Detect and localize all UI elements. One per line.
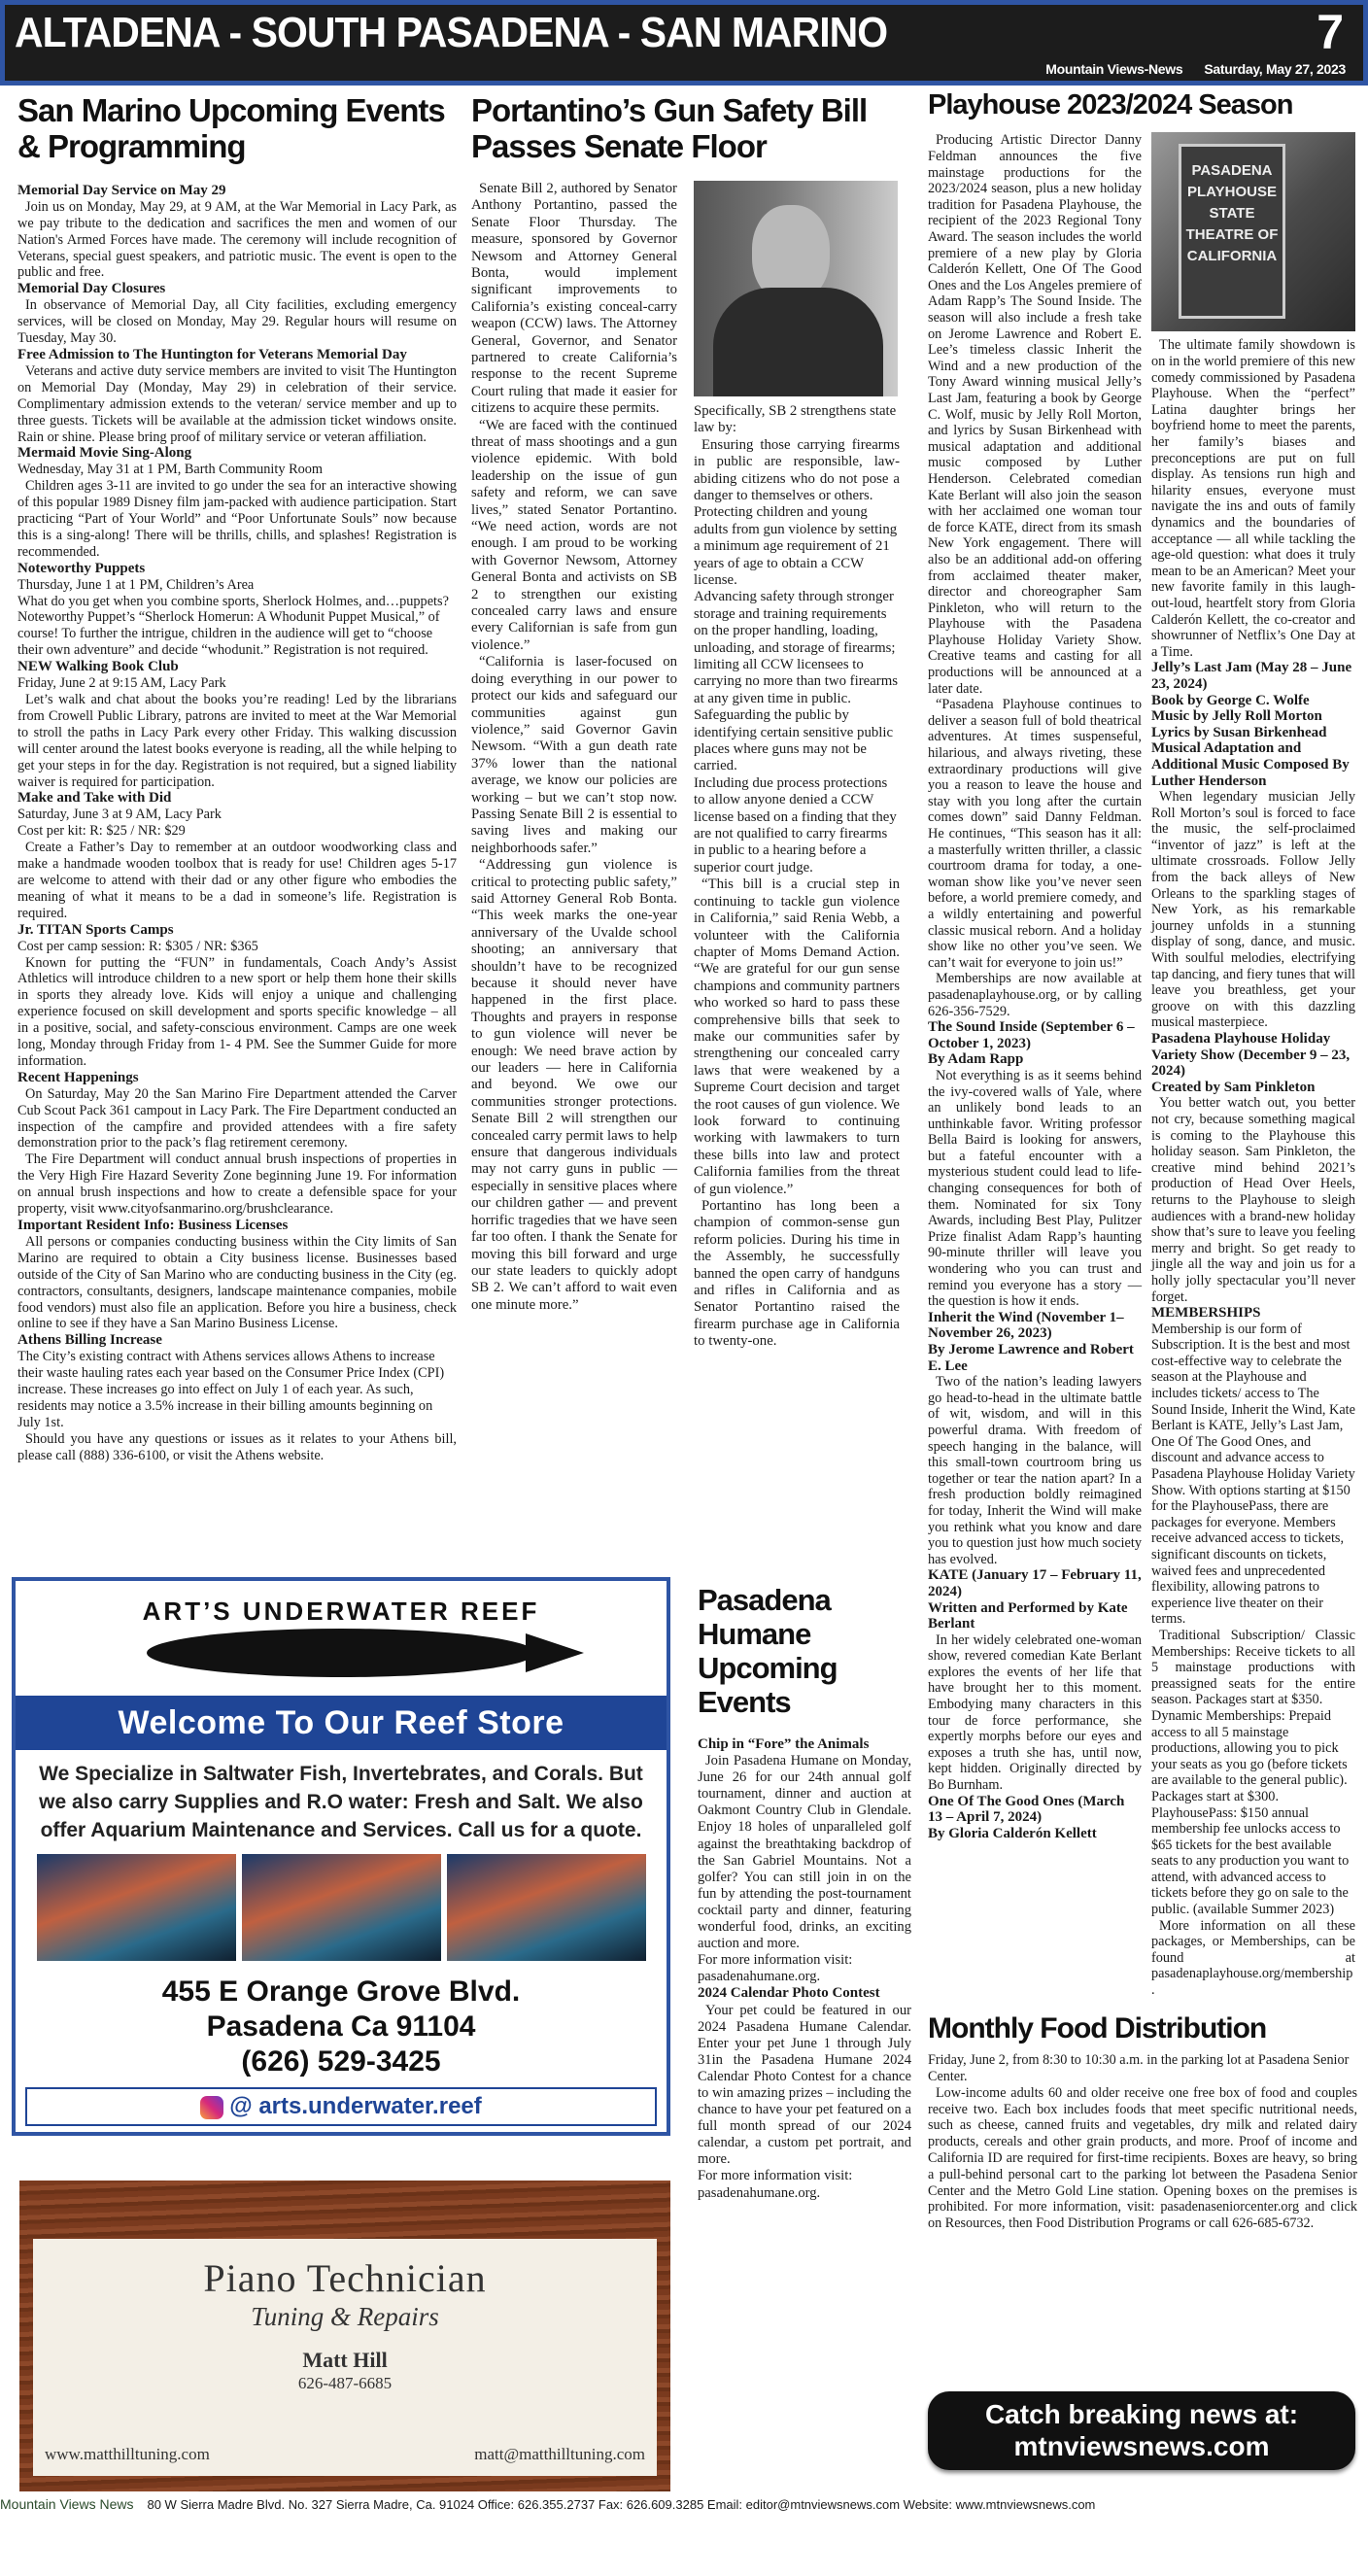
footer: [0, 2491, 1368, 2520]
portantino-photo: [694, 181, 898, 396]
paragraph: Children ages 3-11 are invited to go under the sea for an interactive showing of this popular 1989 Disney film jam-packed with audience participation. Start practicing “Part of Your World” and “Poor Unfortunate Souls” now because this is a sing-along! There will be thrills, chills, and splashes! Registration is recommended.: [17, 478, 457, 560]
paragraph: When legendary musician Jelly Roll Morton’s soul is forced to face the music, the self-proclaimed “inventor of jazz” is left at the ultimate crossroads. Follow Jelly from the back alleys of New Orleans to the sparkling stages of New York, as his remarkable journey unfolds in a stunning display of song, dance, and music. With soulful melodies, electrifying tap dancing, and fiery tunes that will leave you breathless, get your groove on with this dazzling musical masterpiece.: [1151, 789, 1355, 1031]
arts-underwater-reef-ad: [12, 1577, 670, 2136]
subheading: Music by Jelly Roll Morton: [1151, 708, 1322, 725]
paragraph: Cost per kit: R: $25 / NR: $29: [17, 823, 186, 840]
paragraph: For more information visit: pasadenahumane.org.: [698, 2168, 853, 2201]
subheading: The Sound Inside (September 6 – October 1, 2023): [928, 1019, 1135, 1051]
reef-description: We Specialize in Saltwater Fish, Invertebrates, and Corals. But we also carry Supplies and R.O water: Fresh and Salt. We also offer Aquarium Maintenance and Services. Call us for a quote.: [39, 1763, 643, 1841]
paragraph: Portantino has long been a champion of common-sense gun reform policies. During his time in the Assembly, he successfully banned the open carry of handguns and rifles in California and as Senator Portantino raised the firearm purchase age in California to twenty-one.: [694, 1198, 900, 1350]
gun-safety-right-column: [694, 181, 900, 1351]
subheading: Athens Billing Increase: [17, 1332, 162, 1349]
ads-column: [12, 1577, 670, 2491]
subheading: By Adam Rapp: [928, 1051, 1024, 1068]
paragraph: For more information visit: pasadenahumane.org.: [698, 1952, 853, 1985]
paragraph: Senate Bill 2, authored by Senator Anthony Portantino, passed the Senate Floor Thursday. The measure, sponsored by Governor Newsom and Attorney General Bonta, would implement significant improvements to California’s existing conceal-carry weapon (CCW) laws. The Attorney General, Governor, and Senator partnered to create California’s response to the recent Supreme Court ruling that made it easier for citizens to acquire these permits.: [471, 180, 677, 417]
subheading: Jelly’s Last Jam (May 28 – June 23, 2024): [1151, 660, 1352, 692]
paragraph: Protecting children and young adults from gun violence by setting a minimum age requirement of 21 years of age to obtain a CCW license.: [694, 504, 898, 588]
breaking-news-promo[interactable]: [928, 2391, 1355, 2470]
paragraph: All persons or companies conducting business within the City limits of San Marino are required to obtain a City business license. Businesses based outside of the City of San Marino who are conducting business in the City (eg. contractors, consultants, designers, landscape maintenance companies, mobile food vendors) must also file an application. Before you hire a business, check online to see if they have a San Marino Business License.: [17, 1233, 457, 1332]
reef-logo: [88, 1595, 594, 1682]
paragraph: Safeguarding the public by identifying certain sensitive public places where guns may not be carried.: [694, 707, 894, 774]
reef-banner: Welcome To Our Reef Store: [16, 1696, 667, 1750]
paragraph: Should you have any questions or issues as it relates to your Athens bill, please call (888) 336-6100, or visit the Athens website.: [17, 1430, 457, 1463]
paragraph: Join us on Monday, May 29, at 9 AM, at the War Memorial in Lacy Park, as we pay tribute to the dedication and sacrifices the men and women of our Nation's Armed Forces have made. The ceremony will include recognition of Veterans, special guest speakers, and patriotic music. The event is open to the public and free.: [17, 198, 457, 281]
paragraph: “This bill is a crucial step in continuing to tackle gun violence in California,” said Renia Webb, a volunteer with the California chapter of Moms Demand Action. “We are grateful for our gun sense champions and community partners who worked so hard to pass these comprehensive bills that seek to make our communities safer by strengthening our concealed carry laws that were weakened by a Supreme Court decision and target the root causes of gun violence. We look forward to continuing working with lawmakers to turn these bills into law and protect California families from the threat of gun violence.”: [694, 876, 900, 1197]
paragraph: Low-income adults 60 and older receive one free box of food and couples receive two. Each box includes foods that meet specific nutritional needs, such as cheese, canned fruits and vegetables, dry milk and related dairy products, cereals and other grain products, and more. Proof of income and California ID are required for first-time recipients. Boxes are heavy, so bring a pull-behind personal cart to the parking lot between the Pasadena Senior Center and the Metro Gold Line station. Opening boxes on the premises is prohibited. For more information, visit: pasadenaseniorcenter.org and click on Resources, then Food Distribution Programs or call 626-685-6732.: [928, 2084, 1357, 2232]
gun-safety-article-right: [694, 403, 900, 1351]
piano-name: Matt Hill: [302, 2348, 388, 2372]
san-marino-article: [17, 183, 457, 1464]
playhouse-sign-photo: [1151, 132, 1355, 331]
subheading: Written and Performed by Kate Berlant: [928, 1599, 1128, 1632]
reef-phone: (626) 529-3425: [241, 2045, 441, 2078]
reef-instagram: [25, 2087, 657, 2126]
paragraph: The Fire Department will conduct annual brush inspections of properties in the Very High Fire Hazard Severity Zone beginning June 19. For information on annual brush inspections and how to create a defensible space for your property, visit www.cityofsanmarino.org/brushclearance.: [17, 1151, 457, 1218]
paragraph: Join Pasadena Humane on Monday, June 26 for our 24th annual golf tournament, dinner and auction at Oakmont Country Club in Glendale. Enjoy 18 holes of unparalleled golf against the breathtaking backdrop of the San Gabriel Mountains. Not a golfer? You can still join in on the fun by attending the post-tournament cocktail party and dinner, featuring wonderful food, drinks, an exciting auction and more.: [698, 1753, 911, 1952]
paragraph: “Pasadena Playhouse continues to deliver a season full of bold theatrical adventures. At times suspenseful, hilarious, and always riveting, these extraordinary productions will give you a reason to leave the house and stay with you long after the curtain comes down” said Danny Feldman. He continues, “This season has it all: a masterfully written thriller, a classic courtroom drama for today, a one-woman show like you’ve never seen before, a world premiere comedy, and a wildly entertaining and powerful classic musical reborn. And a holiday show like no other you’ve seen. We can’t wait for everyone to join us!”: [928, 697, 1142, 971]
subheading: Lyrics by Susan Birkenhead: [1151, 724, 1327, 740]
subheading: Free Admission to The Huntington for Veterans Memorial Day: [17, 346, 407, 362]
paragraph: Create a Father’s Day to remember at an outdoor woodworking class and make a handmade wooden toolbox that is ready for use! Children ages 5-17 are welcome to attend with their dad or any other figure who embodies the meaning of what it means to be a dad in someone’s life. Registration is required.: [17, 840, 457, 921]
san-marino-section: [17, 86, 457, 1565]
piano-contact-row: [33, 2444, 657, 2464]
paragraph: Traditional Subscription/ Classic Memberships: Receive tickets to all 5 mainstage productions with preassigned seats for the entire season. Packages start at $350.: [1151, 1627, 1355, 1708]
piano-subtitle: Tuning & Repairs: [251, 2302, 439, 2331]
subheading: Jr. TITAN Sports Camps: [17, 921, 174, 938]
paragraph: Wednesday, May 31 at 1 PM, Barth Community Room: [17, 462, 324, 478]
humane-article: [698, 1736, 911, 2202]
subheading: Memorial Day Service on May 29: [17, 182, 226, 198]
paragraph: Known for putting the “FUN” in fundamentals, Coach Andy’s Assist Athletics will introduce children to a new sport or help them hone their skills in sports they already love. Kids will enjoy a unique and challenging experience focused on skill development and sports specific knowledge – all in a positive, social, and safety-conscious environment. Camps are one week long, Monday through Friday from 1- 4 PM. See the Summer Guide for more information.: [17, 954, 457, 1069]
subheading: KATE (January 17 – February 11, 2024): [928, 1567, 1142, 1599]
paragraph: Specifically, SB 2 strengthens state law by:: [694, 402, 897, 436]
paragraph: Let’s walk and chat about the books you’re reading! Led by the librarians from Crowell Public Library, patrons are invited to meet at the War Memorial to stroll the paths in Lacy Park every other Friday. This walking discussion will center around the latest books everyone is reading, all the while helping to get your steps in for the day. Registration is not required, but a signed liability waiver is required for participation.: [17, 692, 457, 790]
subheading: Chip in “Fore” the Animals: [698, 1736, 870, 1752]
reef-address-line1: 455 E Orange Grove Blvd.: [161, 1975, 521, 2008]
subheading: Memorial Day Closures: [17, 281, 166, 297]
right-section: [928, 86, 1365, 2491]
subheading: Important Resident Info: Business Licenses: [17, 1218, 289, 1233]
section-title: ALTADENA - SOUTH PASADENA - SAN MARINO: [15, 9, 888, 56]
gun-safety-headline: Portantino’s Gun Safety Bill Passes Senate Floor: [471, 92, 868, 164]
reef-address-line2: Pasadena Ca 91104: [206, 2010, 476, 2043]
subheading: Book by George C. Wolfe: [1151, 692, 1310, 708]
subheading: By Jerome Lawrence and Robert E. Lee: [928, 1342, 1134, 1374]
gun-safety-columns: [471, 181, 908, 1351]
left-section: [0, 86, 913, 2491]
gun-safety-article-left: [471, 181, 677, 1351]
reef-photos: [16, 1850, 667, 1965]
san-marino-headline: San Marino Upcoming Events & Programming: [17, 92, 445, 164]
subheading: Recent Happenings: [17, 1069, 139, 1085]
paragraph: “Addressing gun violence is critical to protecting public safety,” said Attorney General Rob Bonta. “This week marks the one-year anniversary of the Uvalde school shooting; an anniversary that shouldn’t have to be recognized because it should never have happened in the first place. Thoughts and prayers in response to gun violence will never be enough: We need brave action by our leaders — here in California and beyond. We owe our communities stronger protections. Senate Bill 2 will strengthen our concealed carry permit laws to help ensure that dangerous individuals may not carry guns in public — especially in sensitive places where our children gather — and prevent horrific tragedies that we have seen far too often. I thank the Senate for moving this bill forward and urge our state leaders to quickly adopt SB 2. We can’t afford to wait even one minute more.”: [471, 857, 677, 1313]
paragraph: Advancing safety through stronger storage and training requirements on the proper handling, loading, unloading, and storage of firearms; limiting all CCW licensees to carrying no more than two firearms at any given time in public.: [694, 589, 898, 706]
reef-contact: [16, 1975, 667, 2079]
paragraph: “We are faced with the continued threat of mass shootings and a gun violence epidemic. With bold leadership on the issue of gun safety and reform, we can save lives,” stated Senator Portantino. “We need action, words are not enough. I am proud to be working with Governor Newsom, Attorney General Bonta and activists on SB 2 to strengthen our existing concealed carry laws and ensure every Californian is safe from gun violence.”: [471, 417, 677, 653]
subheading: One Of The Good Ones (March 13 – April 7, 2024): [928, 1793, 1125, 1826]
subheading: Make and Take with Did: [17, 790, 172, 807]
paragraph: Saturday, June 3 at 9 AM, Lacy Park: [17, 807, 222, 823]
paragraph: “California is laser-focused on doing everything in our power to protect our kids and safeguard our communities against gun violence,” said Governor Gavin Newsom. “With a gun death rate 37% lower than the national average, we know our policies are working – but we can’t stop now. Passing Senate Bill 2 is essential to saving lives and making our neighborhoods safer.”: [471, 654, 677, 856]
paragraph: You better watch out, you better not cry, because something magical is coming to the Playhouse this holiday season. Sam Pinkleton, the creative mind behind 2021’s production of Head Over Heels, returns to the Playhouse to sleigh audiences with a brand-new holiday show that’s sure to leave you feeling merry and bright. So get ready to jingle all the way and join us for a holly jolly spectacular you’ll never forget.: [1151, 1095, 1355, 1305]
paragraph: In observance of Memorial Day, all City facilities, excluding emergency services, will be closed on Monday, May 29. Regular hours will resume on Tuesday, May 30.: [17, 297, 457, 347]
subheading: NEW Walking Book Club: [17, 659, 179, 675]
footer-brand: Mountain Views News: [0, 2496, 134, 2512]
fish-icon: [147, 1629, 535, 1677]
piano-phone: 626-487-6685: [297, 2374, 393, 2392]
paragraph: On Saturday, May 20 the San Marino Fire Department attended the Carver Cub Scout Pack 361 campout in Lacy Park. The Fire Department conducted an inspection of the campfire and provided attendees with a fire safety demonstration prior to the pack’s flag retirement ceremony.: [17, 1085, 457, 1151]
gun-safety-section: [471, 86, 908, 1565]
paragraph: Two of the nation’s leading lawyers go head-to-head in the ultimate battle of wit, wisdom, and will in this powerful drama. With freedom of speech hanging in the balance, will this small-town courtroom bring us together or tear the nation apart? In a fresh production boldly reimagined for today, Inherit the Wind will make you rethink what you know and dare you to question just how much society has evolved.: [928, 1374, 1142, 1567]
aquarium-photo: [37, 1854, 236, 1961]
promo-website-link[interactable]: mtnviewsnews.com: [1013, 2431, 1270, 2461]
paragraph: Friday, June 2, from 8:30 to 10:30 a.m. in the parking lot at Pasadena Senior Center.: [928, 2052, 1350, 2085]
subheading: By Gloria Calderón Kellett: [928, 1825, 1097, 1841]
subheading: Pasadena Playhouse Holiday Variety Show (December 9 – 23, 2024): [1151, 1031, 1351, 1080]
footer-contact: 80 W Sierra Madre Blvd. No. 327 Sierra Madre, Ca. 91024 Office: 626.355.2737 Fax: 626.609.3285 Email: editor@mtnviewsnews.com Website: www.mtnviewsnews.com: [147, 2497, 1096, 2512]
paragraph: What do you get when you combine sports, Sherlock Holmes, and…puppets? Noteworthy Puppet’s “Sherlock Homerun: A Whodunit Puppet Musical,” of course! To further the intrigue, children in the audience will get to “choose their own adventure” and decide “whodunit.” Registration is not required.: [17, 593, 449, 659]
humane-section: [698, 1577, 911, 2202]
paragraph: Producing Artistic Director Danny Feldman announces the five mainstage productions for the 2023/2024 season, plus a new holiday tradition for Pasadena Playhouse, the recipient of the 2023 Regional Tony Award. The season includes the world premiere of a new play by Gloria Calderón Kellett, One Of The Good Ones and the Los Angeles premiere of Adam Rapp’s The Sound Inside. The season will also include a fresh take on Jerome Lawrence and Robert E. Lee’s timeless classic Inherit the Wind and a new production of the Tony Award winning musical Jelly’s Last Jam, featuring a book by George C. Wolf, music by Jelly Roll Morton, and lyrics by Susan Birkenhead with musical adaptation and additional music composed by Luther Henderson. Celebrated comedian Kate Berlant will also join the season with her acclaimed one woman tour de force KATE, direct from its smash New York engagement. There will also be an additional add-on offering from acclaimed theater maker, director and choreographer Sam Pinkleton, who will return to the Playhouse with the Pasadena Playhouse Holiday Variety Show. Creative teams and casting for all productions will be announced at a later date.: [928, 132, 1142, 697]
playhouse-article-col2: [1151, 337, 1355, 1998]
paragraph: Dynamic Memberships: Prepaid access to all 5 mainstage productions, allowing you to pick your seats as you go (before tickets are available to the general public). Packages start at $300.: [1151, 1707, 1348, 1804]
paragraph: The City’s existing contract with Athens services allows Athens to increase their waste hauling rates each year based on the Consumer Price Index (CPI) increase. These increases go into effect on July 1 of each year. As such, residents may notice a 3.5% increase in their billing amounts beginning on July 1st.: [17, 1349, 445, 1430]
playhouse-article-col1: [928, 132, 1142, 1998]
paragraph: Your pet could be featured in our 2024 Pasadena Humane Calendar. Enter your pet June 1 through July 31in the Pasadena Humane 2024 Calendar Photo Contest for a chance to win amazing prizes – including the chance to have your pet featured on a full month spread of our 2024 calendar, a custom pet portrait, and more.: [698, 2002, 911, 2168]
piano-website: www.matthilltuning.com: [45, 2445, 210, 2463]
aquarium-photo: [447, 1854, 646, 1961]
aquarium-photo: [242, 1854, 441, 1961]
paragraph: Not everything is as it seems behind the ivy-covered walls of Yale, where an unlikely bond leads to an unthinkable favor. Writing professor Bella Baird is looking for answers, but a fateful encounter with a mysterious student could lead to life-changing consequences for both of them. Nominated for six Tony Awards, including Best Play, Pulitzer Prize finalist Adam Rapp’s haunting 90-minute thriller will leave you wondering who you can trust and remind you everyone has a story — the question is how it ends.: [928, 1067, 1142, 1310]
masthead: [0, 0, 1368, 86]
paragraph: Cost per camp session: R: $305 / NR: $365: [17, 938, 258, 954]
paragraph: Friday, June 2 at 9:15 AM, Lacy Park: [17, 675, 226, 692]
subheading: Mermaid Movie Sing-Along: [17, 445, 192, 462]
page-body: [0, 86, 1368, 2491]
subheading: MEMBERSHIPS: [1151, 1305, 1261, 1322]
paragraph: Veterans and active duty service members are invited to visit The Huntington on Memorial Day (Monday, May 29) in celebration of their service. Complimentary admission extends to the veteran/ service member and up to three guests. Tickets will be available at the admission ticket windows onsite. Rain or shine. Please bring proof of military service or veteran affiliation.: [17, 362, 457, 445]
instagram-handle: @ arts.underwater.reef: [229, 2093, 482, 2119]
issue-date: Saturday, May 27, 2023: [1204, 61, 1346, 77]
paragraph: Including due process protections to allow anyone denied a CCW license based on a finding that they are not qualified to carry firearms in public to a hearing before a superior court judge.: [694, 774, 897, 876]
playhouse-right-column: [1151, 132, 1355, 1998]
paragraph: PlayhousePass: $150 annual membership fee unlocks access to $65 tickets for the best available seats to any production you want to attend, with advanced access to tickets before they go on sale to the public. (available Summer 2023): [1151, 1804, 1350, 1918]
humane-headline: Pasadena Humane Upcoming Events: [698, 1583, 838, 1719]
subheading: Musical Adaptation and Additional Music Composed By Luther Henderson: [1151, 740, 1350, 789]
paragraph: Membership is our form of Subscription. It is the best and most cost-effective way to celebrate the season at the Playhouse and includes tickets/ access to The Sound Inside, Inherit the Wind, Kate Berlant is KATE, Jelly’s Last Jam, One Of The Good Ones, and discount and advance access to Pasadena Playhouse Holiday Variety Show. With options starting at $150 for the PlayhousePass, there are packages for everyone. Members receive advanced access to tickets, significant discounts on tickets, waived fees and unprecedented flexibility, allowing patrons to experience live theater on their terms.: [1151, 1321, 1355, 1628]
instagram-icon: [200, 2096, 223, 2119]
sign-text: PASADENA PLAYHOUSE STATE THEATRE OF CALIFORNIA: [1179, 144, 1285, 319]
playhouse-columns: [928, 132, 1357, 1998]
paragraph: More information on all these packages, or Memberships, can be found at pasadenaplayhouse.org/membership.: [1151, 1917, 1355, 1999]
reef-store-name: ART’S UNDERWATER REEF: [142, 1597, 540, 1626]
piano-email: matt@matthilltuning.com: [474, 2445, 645, 2463]
subheading: 2024 Calendar Photo Contest: [698, 1985, 880, 2002]
playhouse-headline: Playhouse 2023/2024 Season: [928, 89, 1293, 120]
promo-line1: Catch breaking news at:: [984, 2399, 1299, 2429]
paragraph: In her widely celebrated one-woman show, revered comedian Kate Berlant explores the events of her life that have brought her to this moment. Embodying many characters in this tour de force performance, she expertly morphs before our eyes and exposes a truth she has, until now, kept hidden. Originally directed by Bo Burnham.: [928, 1631, 1142, 1794]
food-article: [928, 2052, 1357, 2232]
paper-name: Mountain Views-News: [1045, 61, 1183, 77]
paragraph: Memberships are now available at pasadenaplayhouse.org, or by calling 626-356-7529.: [928, 971, 1142, 1019]
food-headline: Monthly Food Distribution: [928, 2011, 1267, 2044]
subheading: Inherit the Wind (November 1– November 26, 2023): [928, 1309, 1124, 1342]
top-articles: [17, 86, 913, 1577]
paragraph: Thursday, June 1 at 1 PM, Children’s Area: [17, 576, 255, 593]
subheading: Created by Sam Pinkleton: [1151, 1079, 1316, 1095]
masthead-subline: [1024, 61, 1346, 78]
paragraph: Ensuring those carrying firearms in public are responsible, law-abiding citizens who do not pose a danger to themselves or others.: [694, 436, 900, 503]
bottom-content: [17, 1577, 913, 2491]
piano-technician-ad: [19, 2181, 670, 2491]
paragraph: The ultimate family showdown is on in the world premiere of this new comedy commissioned by Pasadena Playhouse. When the “perfect” Latina daughter brings her boyfriend home to meet the parents, her family’s biases and preconceptions are put on full display. As tensions run high and hilarity ensues, everyone must navigate the ins and outs of family dynamics and the boundaries of acceptance — all while tackling the age-old question: what does it truly mean to be an American? Meet your new favorite family in this laugh-out-loud, heartfelt story from Gloria Calderón Kellett, the co-creator and showrunner of Netflix’s One Day at a Time.: [1151, 337, 1355, 660]
piano-title: Piano Technician: [203, 2256, 487, 2300]
subheading: Noteworthy Puppets: [17, 560, 146, 576]
page-number: 7: [1317, 5, 1344, 59]
